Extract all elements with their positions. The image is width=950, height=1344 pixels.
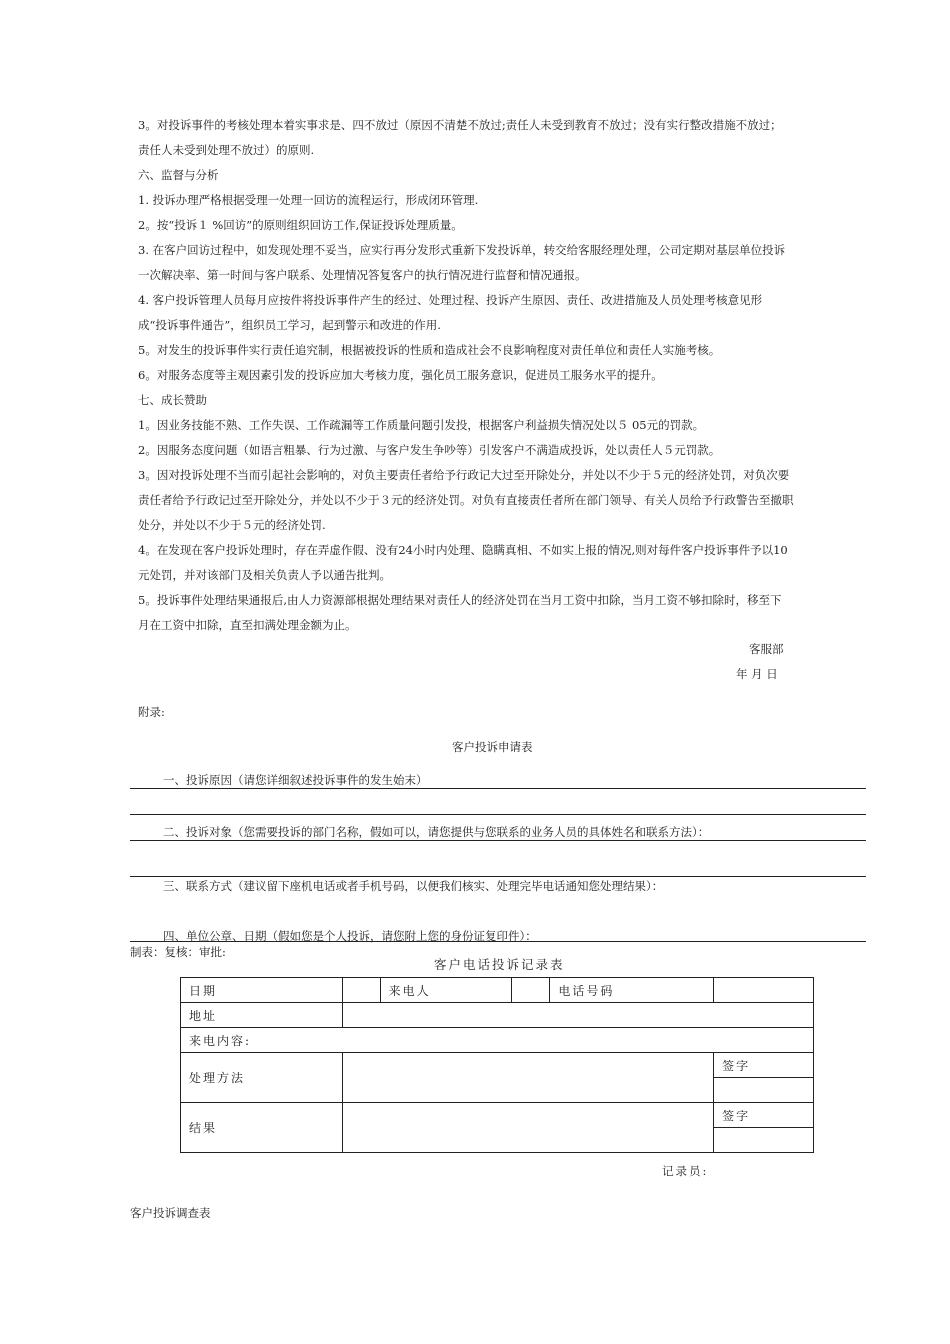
paragraph: 责任者给予行政记过至开除处分，并处以不少于３元的经济处罚。对负有直接责任者所在部门领导、有关人员给予行政警告至撤职 bbox=[138, 493, 794, 507]
form1-item-contact: 三、联系方式（建议留下座机电话或者手机号码，以便我们核实、处理完毕电话通知您处理结果）： bbox=[163, 879, 664, 893]
paragraph: 3. 在客户回访过程中，如发现处理不妥当，应实行再分发形式重新下发投诉单，转交给客服经理处理，公司定期对基层单位投诉 bbox=[138, 243, 786, 257]
paragraph: 月在工资中扣除，直至扣满处理金额为止。 bbox=[138, 618, 357, 632]
paragraph: 1. 投诉办理严格根据受理一处理一回访的流程运行，形成闭环管理. bbox=[138, 193, 479, 207]
phone-field[interactable] bbox=[714, 978, 814, 1003]
paragraph: 6。对服务态度等主观因素引发的投诉应加大考核力度，强化员工服务意识，促进员工服务水平的提升。 bbox=[138, 368, 663, 382]
paragraph: 一次解决率、第一时间与客户联系、处理情况答复客户的执行情况进行监督和情况通报。 bbox=[138, 268, 587, 282]
signature-dept: 客服部 bbox=[749, 642, 784, 656]
phone-complaint-table bbox=[180, 977, 814, 1153]
form1-line bbox=[130, 876, 866, 877]
label-address: 地址 bbox=[181, 1003, 343, 1028]
label-method: 处理方法 bbox=[181, 1053, 343, 1103]
section-heading: 七、成长赞助 bbox=[138, 393, 207, 407]
form3-title: 客户投诉调查表 bbox=[130, 1206, 211, 1220]
address-field[interactable] bbox=[342, 1003, 813, 1028]
paragraph: 2。按“投诉１ %回访”的原则组织回访工作,保证投诉处理质量。 bbox=[138, 218, 463, 232]
label-caller: 来电人 bbox=[380, 978, 512, 1003]
label-result: 结果 bbox=[181, 1103, 343, 1153]
caller-field[interactable] bbox=[512, 978, 550, 1003]
paragraph: 责任人未受到处理不放过）的原则. bbox=[138, 143, 315, 157]
appendix-label: 附录: bbox=[138, 705, 165, 719]
form1-line bbox=[130, 788, 866, 789]
paragraph: 处分，并处以不少于５元的经济处罚. bbox=[138, 518, 326, 532]
label-date: 日期 bbox=[181, 978, 343, 1003]
form1-item-reason: 一、投诉原因（请您详细叙述投诉事件的发生始末） bbox=[163, 773, 428, 787]
form1-footer: 制表：复核：审批: bbox=[130, 945, 226, 959]
paragraph: 2。因服务态度问题（如语言粗暴、行为过激、与客户发生争吵等）引发客户不满造成投诉，处以责任人５元罚款。 bbox=[138, 443, 721, 457]
label-sign-method: 签字 bbox=[714, 1053, 814, 1078]
form2-title: 客户电话投诉记录表 bbox=[434, 957, 565, 972]
form1-title: 客户投诉申请表 bbox=[452, 740, 533, 754]
signature-date: 年 月 日 bbox=[736, 667, 778, 681]
label-content: 来电内容: bbox=[181, 1028, 814, 1053]
paragraph: 3。对投诉事件的考核处理本着实事求是、四不放过（原因不清楚不放过;责任人未受到教育不放过；没有实行整改措施不放过； bbox=[138, 118, 782, 132]
sign-method-field[interactable] bbox=[714, 1078, 814, 1103]
recorder-label: 记录员: bbox=[662, 1164, 709, 1178]
paragraph: 1。因业务技能不熟、工作失误、工作疏漏等工作质量问题引发投，根据客户利益损失情况处以５ 05元的罚款。 bbox=[138, 418, 705, 432]
paragraph: 元处罚，并对该部门及相关负责人予以通告批判。 bbox=[138, 568, 391, 582]
date-field[interactable] bbox=[342, 978, 380, 1003]
paragraph: 5。对发生的投诉事件实行责任追究制，根据被投诉的性质和造成社会不良影响程度对责任单位和责任人实施考核。 bbox=[138, 343, 721, 357]
method-field[interactable] bbox=[342, 1053, 713, 1103]
paragraph: 5。投诉事件处理结果通报后,由人力资源部根据处理结果对责任人的经济处罚在当月工资中扣除，当月工资不够扣除时，移至下 bbox=[138, 593, 782, 607]
result-field[interactable] bbox=[342, 1103, 713, 1153]
section-heading: 六、监督与分析 bbox=[138, 168, 219, 182]
form1-item-target: 二、投诉对象（您需要投诉的部门名称，假如可以，请您提供与您联系的业务人员的具体姓名和联系方法）： bbox=[163, 825, 710, 839]
paragraph: 4. 客户投诉管理人员每月应按件将投诉事件产生的经过、处理过程、投诉产生原因、责任、改进措施及人员处理考核意见形 bbox=[138, 293, 763, 307]
form1-item-seal: 四、单位公章、日期（假如您是个人投诉，请您附上您的身份证复印件）： bbox=[163, 929, 537, 943]
label-sign-result: 签字 bbox=[714, 1103, 814, 1128]
form1-line bbox=[130, 814, 866, 815]
sign-result-field[interactable] bbox=[714, 1128, 814, 1153]
form1-line bbox=[130, 840, 866, 841]
paragraph: 3。因对投诉处理不当而引起社会影响的，对负主要责任者给予行政记大过至开除处分，并处以不少于５元的经济处罚，对负次要 bbox=[138, 468, 790, 482]
form1-line bbox=[130, 941, 866, 942]
label-phone: 电话号码 bbox=[550, 978, 714, 1003]
paragraph: 4。在发现在客户投诉处理时，存在弄虚作假、没有24小时内处理、隐瞒真相、不如实上报的情况,则对每件客户投诉事件予以10 bbox=[138, 543, 788, 557]
paragraph: 成“投诉事件通告”，组织员工学习，起到警示和改进的作用. bbox=[138, 318, 441, 332]
